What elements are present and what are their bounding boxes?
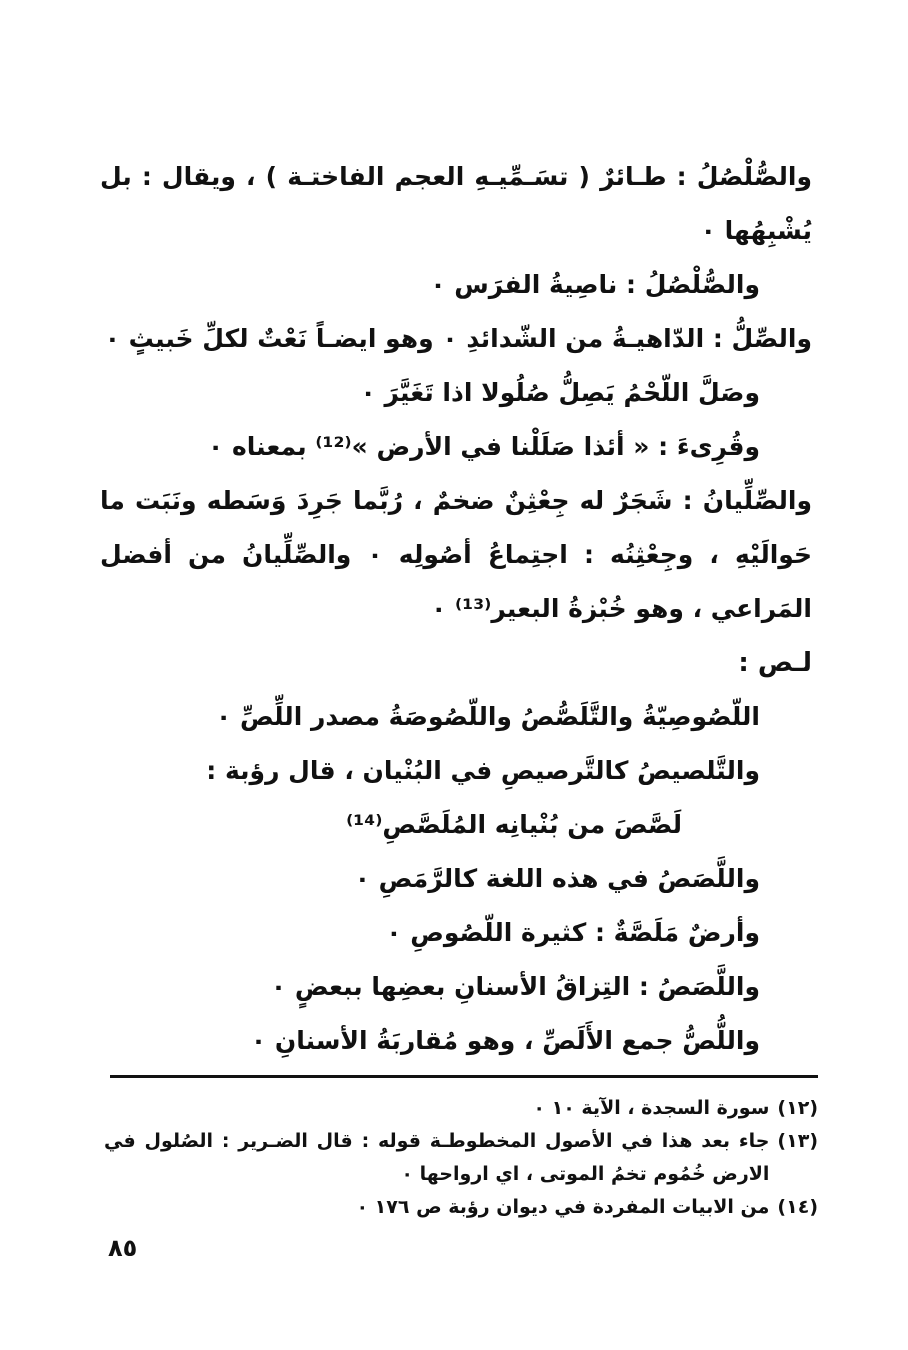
paragraph-salsul-bird: والصُّلْصُلُ : طـائرٌ ( تسَـمِّيـهِ العجم الفاختـة ) ، ويقال : بل يُشْبِهُها ٠ — [100, 162, 812, 245]
footnotes — [104, 1092, 818, 1224]
paragraph-salsul-forelock: والصُّلْصُلُ : ناصِيةُ الفرَس ٠ — [430, 270, 760, 299]
footnote-number: (١٣) — [777, 1130, 818, 1152]
paragraph-lasas-ramas: واللَّصَصُ في هذه اللغة كالرَّمَصِ ٠ — [354, 864, 760, 893]
paragraph-lasas-teeth: واللَّصَصُ : التِزاقُ الأسنانِ بعضِها ببعضٍ ٠ — [270, 972, 760, 1001]
footnote-text: سورة السجدة ، الآية ١٠ ٠ — [533, 1097, 770, 1119]
paragraph-talsis: والتَّلصيصُ كالتَّرصيصِ في البُنْيان ، قال رؤبة : — [206, 756, 760, 785]
page-number: ٨٥ — [108, 1234, 138, 1262]
paragraph-luss-plural: واللُّصُّ جمع الأَلَصِّ ، وهو مُقاربَةُ الأسنانِ ٠ — [250, 1026, 760, 1055]
entry-heading-las: لـص : — [738, 648, 812, 678]
main-text — [100, 150, 812, 1068]
footnote-text: من الابيات المفردة في ديوان رؤبة ص ١٧٦ ٠ — [356, 1196, 770, 1218]
verse-ruba: لَصَّصَ من بُنْيانِه المُلَصَّصِ⁽¹⁴⁾ — [346, 810, 682, 839]
paragraph-quran-reading: وقُرِىءَ : « أئذا صَلَلْنا في الأرض »⁽¹²⁾ بمعناه ٠ — [208, 432, 760, 461]
footnote-text: جاء بعد هذا في الأصول المخطوطـة قوله : قال الضـرير : الصُلول في الارض خُمُوم تخمُ الموتى ، اي ارواحها ٠ — [104, 1130, 770, 1185]
paragraph-sill-calamity: والصِّلُّ : الدّاهيـةُ من الشّدائدِ ٠ وهو ايضـاً نَعْتٌ لكلِّ خَبيثٍ ٠ — [104, 324, 812, 353]
footnote-number: (١٢) — [777, 1097, 818, 1119]
paragraph-malassa: وأرضٌ مَلَصَّةٌ : كثيرة اللّصُوصِ ٠ — [386, 918, 760, 947]
paragraph-silliyan: والصِّلِّيانُ : شَجَرٌ له جِعْثِنٌ ضخمٌ ، رُبَّما جَرِدَ وَسَطه ونَبَت ما حَوالَيْهِ ، وجِعْثِنُه : اجتِماعُ أصُولِه ٠ والصِّلِّيانُ من أفضل المَراعي ، وهو خُبْزةُ البعير⁽¹³⁾ ٠ — [100, 486, 812, 623]
footnote-12 — [104, 1092, 818, 1125]
footnote-13 — [104, 1125, 818, 1191]
paragraph-lusus: اللّصُوصِيّةُ والتَّلَصُّصُ واللّصُوصَةُ مصدر اللِّصِّ ٠ — [216, 702, 760, 731]
footnote-14 — [104, 1191, 818, 1224]
footnote-divider — [110, 1075, 818, 1078]
footnote-number: (١٤) — [777, 1196, 818, 1218]
paragraph-salla-meat: وصَلَّ اللّحْمُ يَصِلُّ صُلُولا اذا تَغَيَّرَ ٠ — [360, 378, 760, 407]
